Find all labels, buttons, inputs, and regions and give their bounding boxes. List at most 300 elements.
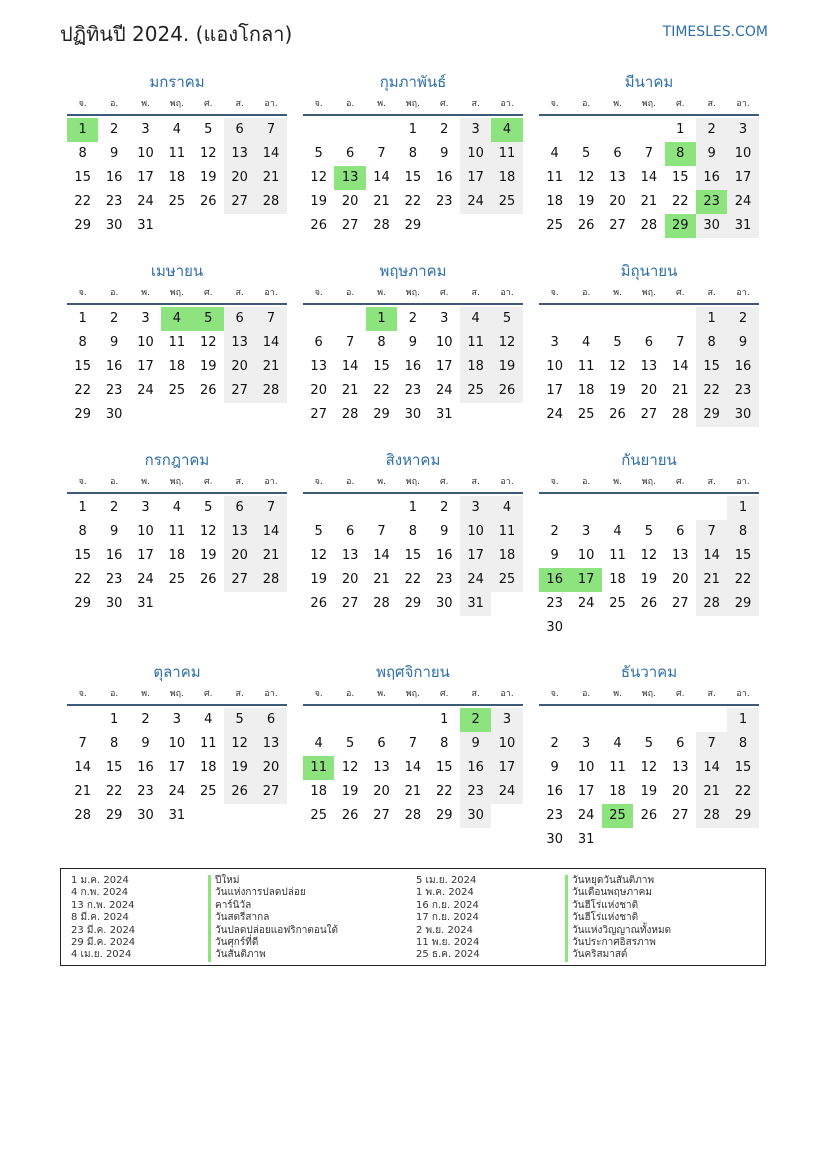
month-3 <box>539 70 759 238</box>
legend-date: 25 ธ.ค. 2024 <box>416 949 480 961</box>
day-cell: 8 <box>78 146 87 161</box>
day-cell: 17 <box>491 756 522 780</box>
day-cell: 15 <box>404 170 422 185</box>
weekday-label: ศ. <box>675 288 685 298</box>
day-cell: 5 <box>581 146 591 161</box>
day-cell: 3 <box>141 500 150 515</box>
day-cell: 17 <box>460 544 491 568</box>
day-cell: 30 <box>105 218 123 233</box>
legend-holiday-name: วันฮีโร่แห่งชาติ <box>565 900 671 912</box>
weekday-label: อ. <box>345 99 355 109</box>
empty-cell <box>539 496 570 520</box>
weekday-label: ศ. <box>203 477 213 487</box>
legend-holiday-name: วันแห่งวิญญาณทั้งหมด <box>565 925 671 937</box>
month-name: มิถุนายน <box>620 262 678 280</box>
day-cell: 19 <box>640 784 658 799</box>
day-cell: 11 <box>609 548 626 563</box>
day-cell: 22 <box>671 194 689 209</box>
day-cell: 15 <box>74 359 91 374</box>
holiday-day-cell: 4 <box>491 118 522 142</box>
empty-cell <box>334 307 365 331</box>
day-grid <box>539 118 759 238</box>
empty-cell <box>429 214 460 238</box>
weekday-label: อา. <box>736 689 750 699</box>
empty-cell <box>193 804 224 828</box>
day-cell: 26 <box>224 780 255 804</box>
day-cell: 14 <box>341 359 359 374</box>
day-cell: 23 <box>435 194 453 209</box>
day-cell: 28 <box>255 379 286 403</box>
day-cell: 1 <box>727 708 758 732</box>
header-rule <box>303 114 523 116</box>
day-cell: 25 <box>310 808 327 823</box>
day-cell: 1 <box>727 496 758 520</box>
weekday-label: อ. <box>109 477 119 487</box>
day-cell: 11 <box>460 331 491 355</box>
day-cell: 17 <box>460 166 491 190</box>
legend-holiday-name: วันหยุดวันสันติภาพ <box>565 875 671 887</box>
day-cell: 24 <box>137 383 154 398</box>
weekday-label: พ. <box>377 99 386 109</box>
empty-cell <box>161 403 192 427</box>
month-name: มีนาคม <box>624 73 674 91</box>
day-cell: 20 <box>224 544 255 568</box>
day-cell: 4 <box>581 335 591 350</box>
weekday-label: จ. <box>314 288 323 298</box>
day-cell: 31 <box>435 407 453 422</box>
day-cell: 16 <box>460 756 491 780</box>
day-cell: 28 <box>640 218 658 233</box>
empty-cell <box>460 214 491 238</box>
day-cell: 1 <box>696 307 727 331</box>
weekday-label: อา. <box>500 477 514 487</box>
day-cell: 26 <box>609 407 626 422</box>
day-cell: 14 <box>373 548 390 563</box>
day-cell: 30 <box>546 832 563 847</box>
empty-cell <box>193 592 224 616</box>
day-cell: 4 <box>204 712 213 727</box>
legend-holiday-name: คาร์นิวัล <box>208 900 338 912</box>
day-cell: 6 <box>613 146 622 161</box>
day-cell: 15 <box>435 760 453 775</box>
weekday-header <box>67 94 287 114</box>
weekday-label: พฤ. <box>169 477 184 487</box>
day-cell: 13 <box>373 760 390 775</box>
day-cell: 14 <box>640 170 658 185</box>
day-cell: 1 <box>408 122 417 137</box>
empty-cell <box>193 214 224 238</box>
day-cell: 12 <box>341 760 359 775</box>
day-cell: 21 <box>404 784 422 799</box>
site-link[interactable]: TIMESLES.COM <box>662 24 768 40</box>
empty-cell <box>539 307 570 331</box>
day-cell: 28 <box>404 808 422 823</box>
legend-dates-col-1 <box>71 875 135 962</box>
day-cell: 6 <box>255 708 286 732</box>
empty-cell <box>366 496 397 520</box>
day-cell: 28 <box>373 596 390 611</box>
day-cell: 18 <box>460 355 491 379</box>
day-cell: 11 <box>546 170 563 185</box>
header-rule <box>539 492 759 494</box>
day-cell: 24 <box>168 784 186 799</box>
day-cell: 30 <box>435 596 453 611</box>
day-cell: 24 <box>577 808 595 823</box>
day-cell: 16 <box>546 784 563 799</box>
day-cell: 7 <box>676 335 685 350</box>
weekday-label: พฤ. <box>405 99 420 109</box>
day-cell: 6 <box>314 335 323 350</box>
empty-cell <box>255 804 286 828</box>
day-cell: 20 <box>255 756 286 780</box>
day-cell: 20 <box>341 572 359 587</box>
legend-date: 23 มี.ค. 2024 <box>71 924 136 936</box>
month-12 <box>539 660 759 852</box>
day-cell: 8 <box>408 524 417 539</box>
day-cell: 2 <box>141 712 150 727</box>
day-cell: 29 <box>727 804 758 828</box>
day-cell: 31 <box>460 592 491 616</box>
day-cell: 12 <box>199 524 217 539</box>
day-cell: 16 <box>105 170 123 185</box>
day-cell: 29 <box>404 218 422 233</box>
day-cell: 17 <box>577 784 595 799</box>
month-name: กันยายน <box>621 451 677 469</box>
weekday-label: อา. <box>264 689 278 699</box>
legend-date: 29 มี.ค. 2024 <box>71 936 136 948</box>
header-rule <box>303 492 523 494</box>
day-grid <box>539 496 759 640</box>
day-cell: 28 <box>373 218 390 233</box>
day-cell: 14 <box>373 170 390 185</box>
day-grid <box>303 118 523 238</box>
day-cell: 20 <box>671 572 689 587</box>
day-cell: 13 <box>609 170 626 185</box>
weekday-label: พฤ. <box>169 288 184 298</box>
day-cell: 5 <box>314 524 323 539</box>
weekday-label: ส. <box>471 288 480 298</box>
day-cell: 26 <box>341 808 359 823</box>
day-cell: 5 <box>204 122 213 137</box>
day-cell: 8 <box>727 520 758 544</box>
day-cell: 28 <box>255 190 286 214</box>
day-cell: 25 <box>168 194 186 209</box>
weekday-label: อา. <box>500 99 514 109</box>
day-cell: 19 <box>224 756 255 780</box>
weekday-header <box>303 472 523 492</box>
day-cell: 23 <box>546 808 563 823</box>
weekday-label: อา. <box>500 288 514 298</box>
day-cell: 20 <box>224 355 255 379</box>
empty-cell <box>602 616 633 640</box>
empty-cell <box>633 828 664 852</box>
month-name: เมษายน <box>150 262 204 280</box>
day-cell: 31 <box>137 218 154 233</box>
day-cell: 29 <box>696 403 727 427</box>
day-cell: 6 <box>345 146 355 161</box>
day-cell: 26 <box>577 218 595 233</box>
day-cell: 13 <box>671 548 689 563</box>
day-grid <box>539 307 759 427</box>
day-cell: 13 <box>341 548 359 563</box>
day-cell: 22 <box>404 572 422 587</box>
day-cell: 22 <box>435 784 453 799</box>
weekday-label: จ. <box>314 689 323 699</box>
day-cell: 1 <box>78 500 87 515</box>
day-cell: 13 <box>671 760 689 775</box>
day-cell: 27 <box>671 596 689 611</box>
day-cell: 12 <box>224 732 255 756</box>
day-cell: 16 <box>727 355 758 379</box>
empty-cell <box>224 804 255 828</box>
day-cell: 29 <box>105 808 123 823</box>
weekday-label: อา. <box>736 288 750 298</box>
empty-cell <box>570 616 601 640</box>
day-cell: 26 <box>640 808 658 823</box>
day-cell: 17 <box>546 383 563 398</box>
legend-date: 13 ก.พ. 2024 <box>71 899 135 911</box>
day-cell: 7 <box>696 520 727 544</box>
month-9 <box>539 448 759 640</box>
month-8 <box>303 448 523 616</box>
legend-holiday-name: วันแห่งการปลดปล่อย <box>208 887 338 899</box>
day-cell: 28 <box>696 804 727 828</box>
legend-date: 17 ก.ย. 2024 <box>416 912 479 924</box>
day-cell: 5 <box>314 146 323 161</box>
day-cell: 25 <box>491 568 522 592</box>
day-cell: 29 <box>74 596 91 611</box>
day-cell: 16 <box>696 166 727 190</box>
day-cell: 10 <box>491 732 522 756</box>
holiday-day-cell: 13 <box>334 166 365 190</box>
empty-cell <box>570 496 601 520</box>
weekday-header <box>67 472 287 492</box>
day-cell: 3 <box>727 118 758 142</box>
day-cell: 9 <box>109 524 119 539</box>
day-cell: 23 <box>460 780 491 804</box>
day-cell: 20 <box>310 383 327 398</box>
day-cell: 5 <box>345 736 355 751</box>
holiday-day-cell: 2 <box>460 708 491 732</box>
header-rule <box>67 492 287 494</box>
empty-cell <box>303 496 334 520</box>
empty-cell <box>491 403 522 427</box>
day-cell: 11 <box>168 524 186 539</box>
day-cell: 4 <box>491 496 522 520</box>
day-cell: 19 <box>199 548 217 563</box>
day-cell: 2 <box>550 524 559 539</box>
empty-cell <box>570 708 601 732</box>
weekday-label: จ. <box>550 99 559 109</box>
day-cell: 16 <box>137 760 154 775</box>
day-grid <box>303 307 523 427</box>
empty-cell <box>366 708 397 732</box>
weekday-label: อ. <box>581 477 591 487</box>
day-cell: 26 <box>199 572 217 587</box>
day-cell: 12 <box>199 146 217 161</box>
day-cell: 4 <box>613 524 622 539</box>
empty-cell <box>303 708 334 732</box>
day-cell: 27 <box>609 218 626 233</box>
day-cell: 19 <box>199 359 217 374</box>
legend-holiday-name: วันปลดปล่อยแอฟริกาตอนใต้ <box>208 925 338 937</box>
day-cell: 3 <box>491 708 522 732</box>
day-cell: 12 <box>310 548 327 563</box>
day-cell: 17 <box>435 359 453 374</box>
weekday-label: จ. <box>550 288 559 298</box>
day-cell: 24 <box>137 194 154 209</box>
day-cell: 8 <box>377 335 386 350</box>
weekday-label: ส. <box>707 288 716 298</box>
day-cell: 10 <box>577 548 595 563</box>
day-cell: 27 <box>373 808 390 823</box>
weekday-label: พฤ. <box>169 689 184 699</box>
day-cell: 10 <box>546 359 563 374</box>
day-cell: 26 <box>199 194 217 209</box>
day-cell: 13 <box>310 359 327 374</box>
day-cell: 31 <box>137 596 154 611</box>
day-cell: 23 <box>404 383 422 398</box>
holiday-legend <box>60 868 766 966</box>
day-cell: 5 <box>224 708 255 732</box>
day-cell: 20 <box>609 194 626 209</box>
day-cell: 19 <box>341 784 359 799</box>
day-cell: 7 <box>78 736 87 751</box>
legend-date: 2 พ.ย. 2024 <box>416 924 473 936</box>
day-cell: 13 <box>224 331 255 355</box>
legend-date: 16 ก.ย. 2024 <box>416 899 479 911</box>
day-cell: 19 <box>310 194 327 209</box>
weekday-label: ศ. <box>203 689 213 699</box>
weekday-label: อ. <box>581 288 591 298</box>
weekday-label: อ. <box>109 99 119 109</box>
weekday-label: พฤ. <box>641 477 656 487</box>
empty-cell <box>727 828 758 852</box>
day-cell: 11 <box>168 146 186 161</box>
header-rule <box>303 303 523 305</box>
day-cell: 9 <box>440 524 449 539</box>
day-grid <box>67 118 287 238</box>
weekday-header <box>67 684 287 704</box>
day-cell: 7 <box>255 496 286 520</box>
day-cell: 22 <box>404 194 422 209</box>
day-cell: 11 <box>577 359 595 374</box>
header-rule <box>67 704 287 706</box>
day-grid <box>67 708 287 828</box>
day-cell: 9 <box>696 142 727 166</box>
empty-cell <box>255 592 286 616</box>
day-cell: 28 <box>696 592 727 616</box>
day-cell: 3 <box>581 736 591 751</box>
empty-cell <box>334 118 365 142</box>
month-name: ธันวาคม <box>620 663 678 681</box>
header-rule <box>539 704 759 706</box>
day-cell: 1 <box>78 311 87 326</box>
weekday-label: อา. <box>264 288 278 298</box>
day-cell: 12 <box>640 760 658 775</box>
day-cell: 21 <box>341 383 359 398</box>
day-grid <box>539 708 759 852</box>
empty-cell <box>633 118 664 142</box>
weekday-label: จ. <box>78 477 87 487</box>
day-cell: 7 <box>696 732 727 756</box>
weekday-label: พ. <box>613 288 622 298</box>
weekday-label: จ. <box>78 288 87 298</box>
empty-cell <box>665 616 696 640</box>
day-cell: 30 <box>727 403 758 427</box>
day-cell: 12 <box>640 548 658 563</box>
day-cell: 27 <box>640 407 658 422</box>
day-cell: 21 <box>255 355 286 379</box>
day-cell: 11 <box>168 335 186 350</box>
holiday-day-cell: 16 <box>539 568 570 592</box>
weekday-label: ศ. <box>203 288 213 298</box>
empty-cell <box>633 496 664 520</box>
day-cell: 15 <box>74 170 91 185</box>
day-cell: 4 <box>172 122 181 137</box>
month-10 <box>67 660 287 828</box>
day-cell: 16 <box>105 548 123 563</box>
empty-cell <box>696 496 727 520</box>
weekday-label: ส. <box>707 689 716 699</box>
day-cell: 25 <box>168 572 186 587</box>
empty-cell <box>491 592 522 616</box>
month-name: ตุลาคม <box>153 663 201 681</box>
weekday-label: ส. <box>707 477 716 487</box>
legend-holiday-name: วันคริสมาสต์ <box>565 949 671 961</box>
day-cell: 24 <box>577 596 595 611</box>
day-cell: 15 <box>404 548 422 563</box>
holiday-day-cell: 29 <box>665 214 696 238</box>
empty-cell <box>366 118 397 142</box>
day-cell: 6 <box>377 736 386 751</box>
day-cell: 17 <box>168 760 186 775</box>
day-cell: 27 <box>671 808 689 823</box>
day-cell: 10 <box>460 142 491 166</box>
day-cell: 14 <box>696 544 727 568</box>
day-cell: 16 <box>435 548 453 563</box>
day-cell: 18 <box>168 170 186 185</box>
day-cell: 10 <box>137 146 154 161</box>
day-cell: 24 <box>137 572 154 587</box>
day-grid <box>303 496 523 616</box>
weekday-label: ศ. <box>675 99 685 109</box>
day-cell: 19 <box>310 572 327 587</box>
day-cell: 13 <box>224 520 255 544</box>
day-cell: 15 <box>727 756 758 780</box>
empty-cell <box>570 118 601 142</box>
day-cell: 23 <box>435 572 453 587</box>
header-rule <box>303 704 523 706</box>
day-cell: 25 <box>609 596 626 611</box>
day-cell: 15 <box>671 170 689 185</box>
day-cell: 8 <box>109 736 119 751</box>
day-cell: 5 <box>204 500 213 515</box>
weekday-label: จ. <box>78 99 87 109</box>
day-cell: 15 <box>696 355 727 379</box>
day-cell: 14 <box>255 520 286 544</box>
weekday-label: พฤ. <box>405 689 420 699</box>
day-cell: 29 <box>404 596 422 611</box>
day-cell: 24 <box>727 190 758 214</box>
empty-cell <box>224 592 255 616</box>
weekday-label: อ. <box>109 689 119 699</box>
day-cell: 16 <box>404 359 422 374</box>
day-cell: 11 <box>491 142 522 166</box>
day-cell: 7 <box>255 118 286 142</box>
day-cell: 11 <box>199 736 217 751</box>
day-cell: 30 <box>404 407 422 422</box>
